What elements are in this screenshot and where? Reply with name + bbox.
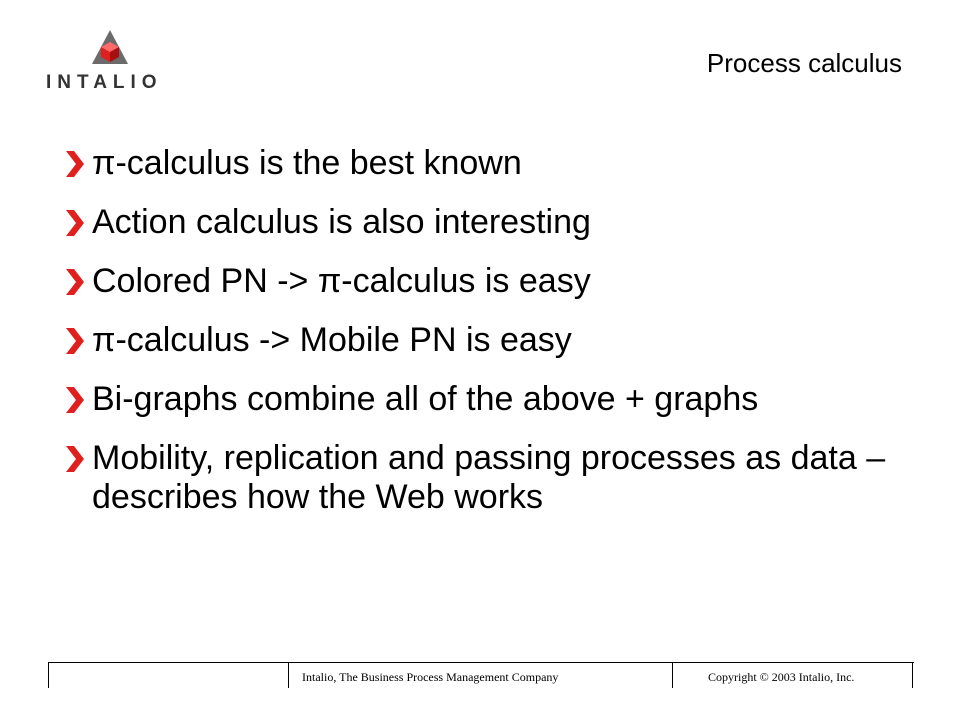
footer-cell-border bbox=[672, 662, 673, 688]
chevron-right-icon bbox=[64, 328, 86, 354]
intalio-logo bbox=[40, 28, 180, 98]
bullet-item bbox=[64, 203, 904, 242]
bullet-item bbox=[64, 144, 904, 183]
logo-wordmark: INTALIO bbox=[46, 72, 163, 93]
chevron-right-icon bbox=[64, 269, 86, 295]
bullet-text: Colored PN -> π-calculus is easy bbox=[92, 262, 591, 300]
footer-cell-border bbox=[912, 662, 913, 688]
bullet-item bbox=[64, 380, 904, 419]
footer-cell-border bbox=[288, 662, 289, 688]
slide-title: Process calculus bbox=[706, 48, 902, 78]
bullet-list bbox=[64, 144, 904, 537]
footer-divider bbox=[48, 662, 914, 663]
bullet-item bbox=[64, 321, 904, 360]
chevron-right-icon bbox=[64, 210, 86, 236]
logo-cube-icon bbox=[88, 28, 132, 68]
bullet-item bbox=[64, 262, 904, 301]
bullet-text: π-calculus -> Mobile PN is easy bbox=[92, 321, 572, 359]
chevron-right-icon bbox=[64, 151, 86, 177]
bullet-text: π-calculus is the best known bbox=[92, 144, 522, 182]
bullet-text: Bi-graphs combine all of the above + graphs bbox=[92, 380, 759, 418]
footer-company: Intalio, The Business Process Management Company bbox=[302, 670, 559, 684]
bullet-text: Action calculus is also interesting bbox=[92, 203, 591, 241]
bullet-item bbox=[64, 439, 904, 517]
footer-cell-border bbox=[48, 662, 49, 688]
footer-copyright: Copyright © 2003 Intalio, Inc. bbox=[708, 670, 855, 684]
chevron-right-icon bbox=[64, 446, 86, 472]
chevron-right-icon bbox=[64, 387, 86, 413]
bullet-text: Mobility, replication and passing processes as data – describes how the Web works bbox=[92, 439, 886, 516]
